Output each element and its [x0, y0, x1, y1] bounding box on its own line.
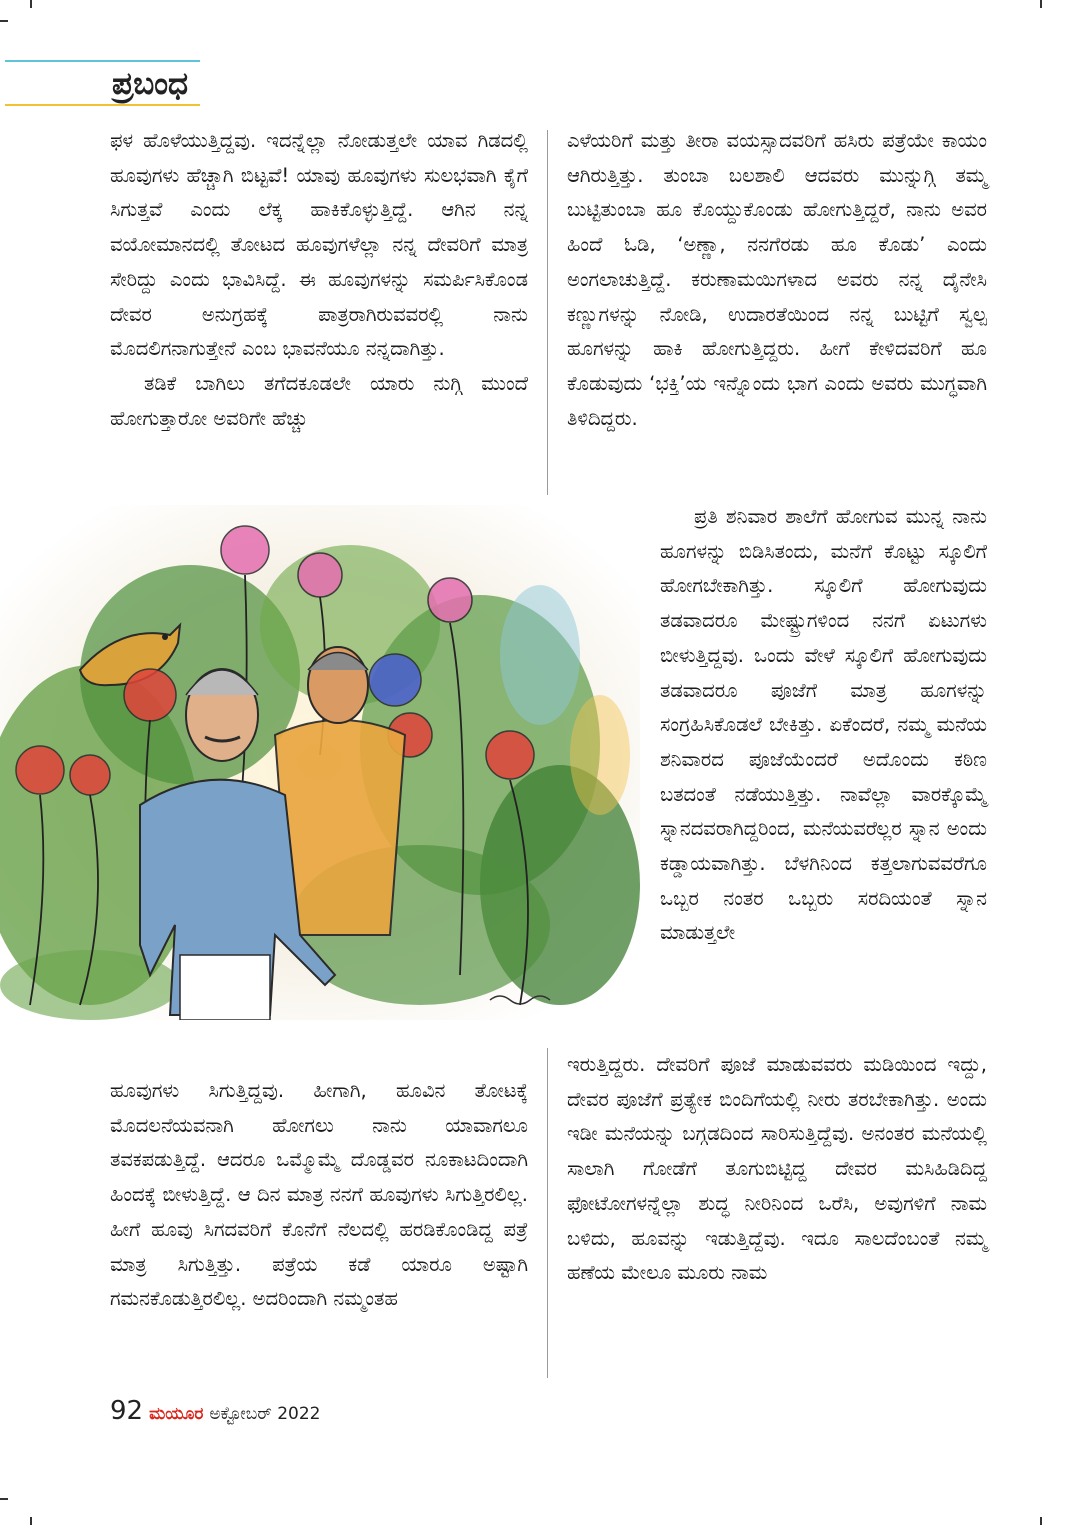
right-column-middle: [660, 500, 987, 951]
right-column-bottom: [567, 1048, 987, 1291]
column-divider: [547, 1048, 548, 1378]
crop-mark: [30, 1517, 32, 1525]
crop-mark: [1040, 1517, 1042, 1525]
left-column-top: [110, 124, 528, 436]
paragraph: ಎಳೆಯರಿಗೆ ಮತ್ತು ತೀರಾ ವಯಸ್ಸಾದವರಿಗೆ ಹಸಿರು ಪತ್ರೆಯೇ ಕಾಯಂ ಆಗಿರುತ್ತಿತ್ತು. ತುಂಬಾ ಬಲಶಾಲಿ ಆದವರು ಮುನ್ನುಗ್ಗಿ ತಮ್ಮ ಬುಟ್ಟಿತುಂಬಾ ಹೂ ಕೊಯ್ದುಕೊಂಡು ಹೋಗುತ್ತಿದ್ದರೆ, ನಾನು ಅವರ ಹಿಂದೆ ಓಡಿ, ‘ಅಣ್ಣಾ, ನನಗೆರಡು ಹೂ ಕೊಡು’ ಎಂದು ಅಂಗಲಾಚುತ್ತಿದ್ದೆ. ಕರುಣಾಮಯಿಗಳಾದ ಅವರು ನನ್ನ ದೈನೇಸಿ ಕಣ್ಣುಗಳನ್ನು ನೋಡಿ, ಉದಾರತೆಯಿಂದ ನನ್ನ ಬುಟ್ಟಿಗೆ ಸ್ವಲ್ಪ ಹೂಗಳನ್ನು ಹಾಕಿ ಹೋಗುತ್ತಿದ್ದರು. ಹೀಗೆ ಕೇಳಿದವರಿಗೆ ಹೂ ಕೊಡುವುದು ‘ಭಕ್ತಿ’ಯ ಇನ್ನೊಂದು ಭಾಗ ಎಂದು ಅವರು ಮುಗ್ಧವಾಗಿ ತಿಳಿದಿದ್ದರು.: [567, 129, 987, 430]
header-rule-teal: [5, 60, 200, 62]
paragraph: ಪ್ರತಿ ಶನಿವಾರ ಶಾಲೆಗೆ ಹೋಗುವ ಮುನ್ನ ನಾನು ಹೂಗಳನ್ನು ಬಿಡಿಸಿತಂದು, ಮನೆಗೆ ಕೊಟ್ಟು ಸ್ಕೂಲಿಗೆ ಹೋಗಬೇಕಾಗಿತ್ತು. ಸ್ಕೂಲಿಗೆ ಹೋಗುವುದು ತಡವಾದರೂ ಮೇಷ್ಟ್ರುಗಳಿಂದ ನನಗೆ ಏಟುಗಳು ಬೀಳುತ್ತಿದ್ದವು. ಒಂದು ವೇಳೆ ಸ್ಕೂಲಿಗೆ ಹೋಗುವುದು ತಡವಾದರೂ ಪೂಜೆಗೆ ಮಾತ್ರ ಹೂಗಳನ್ನು ಸಂಗ್ರಹಿಸಿಕೊಡಲೆ ಬೇಕಿತ್ತು. ಏಕೆಂದರೆ, ನಮ್ಮ ಮನೆಯ ಶನಿವಾರದ ಪೂಜೆಯೆಂದರೆ ಅದೊಂದು ಕಠಿಣ ಬತದಂತೆ ನಡೆಯುತ್ತಿತ್ತು. ನಾವೆಲ್ಲಾ ವಾರಕ್ಕೊಮ್ಮೆ ಸ್ನಾನದವರಾಗಿದ್ದರಿಂದ, ಮನೆಯವರೆಲ್ಲರ ಸ್ನಾನ ಅಂದು ಕಡ್ಡಾಯವಾಗಿತ್ತು. ಬೆಳಗಿನಿಂದ ಕತ್ತಲಾಗುವವರೆಗೂ ಒಬ್ಬರ ನಂತರ ಒಬ್ಬರು ಸರದಿಯಂತೆ ಸ್ನಾನ ಮಾಡುತ್ತಲೇ: [660, 505, 987, 945]
paragraph: ಹೂವುಗಳು ಸಿಗುತ್ತಿದ್ದವು. ಹೀಗಾಗಿ, ಹೂವಿನ ತೋಟಕ್ಕೆ ಮೊದಲನೆಯವನಾಗಿ ಹೋಗಲು ನಾನು ಯಾವಾಗಲೂ ತವಕಪಡುತ್ತಿದ್ದೆ. ಆದರೂ ಒಮ್ಮೊಮ್ಮೆ ದೊಡ್ಡವರ ನೂಕಾಟದಿಂದಾಗಿ ಹಿಂದಕ್ಕೆ ಬೀಳುತ್ತಿದ್ದೆ. ಆ ದಿನ ಮಾತ್ರ ನನಗೆ ಹೂವುಗಳು ಸಿಗುತ್ತಿರಲಿಲ್ಲ. ಹೀಗೆ ಹೂವು ಸಿಗದವರಿಗೆ ಕೊನೆಗೆ ನೆಲದಲ್ಲಿ ಹರಡಿಕೊಂಡಿದ್ದ ಪತ್ರೆ ಮಾತ್ರ ಸಿಗುತ್ತಿತ್ತು. ಪತ್ರೆಯ ಕಡೆ ಯಾರೂ ಅಷ್ಟಾಗಿ ಗಮನಕೊಡುತ್ತಿರಲಿಲ್ಲ. ಅದರಿಂದಾಗಿ ನಮ್ಮಂತಹ: [110, 1079, 528, 1311]
paragraph: ತಡಿಕೆ ಬಾಗಿಲು ತಗೆದಕೂಡಲೇ ಯಾರು ನುಗ್ಗಿ ಮುಂದೆ ಹೋಗುತ್ತಾರೋ ಅವರಿಗೇ ಹೆಚ್ಚು: [110, 371, 528, 430]
page-number: 92: [110, 1396, 144, 1426]
garden-illustration: [0, 505, 640, 1020]
section-title: ಪ್ರಬಂಧ: [112, 66, 188, 102]
paragraph: ಫಳ ಹೊಳೆಯುತ್ತಿದ್ದವು. ಇದನ್ನೆಲ್ಲಾ ನೋಡುತ್ತಲೇ ಯಾವ ಗಿಡದಲ್ಲಿ ಹೂವುಗಳು ಹೆಚ್ಚಾಗಿ ಬಿಟ್ಟವೆ! ಯಾವು ಹೂವುಗಳು ಸುಲಭವಾಗಿ ಕೈಗೆ ಸಿಗುತ್ತವೆ ಎಂದು ಲೆಕ್ಕ ಹಾಕಿಕೊಳ್ಳುತ್ತಿದ್ದೆ. ಆಗಿನ ನನ್ನ ವಯೋಮಾನದಲ್ಲಿ ತೋಟದ ಹೂವುಗಳೆಲ್ಲಾ ನನ್ನ ದೇವರಿಗೆ ಮಾತ್ರ ಸೇರಿದ್ದು ಎಂದು ಭಾವಿಸಿದ್ದೆ. ಈ ಹೂವುಗಳನ್ನು ಸಮರ್ಪಿಸಿಕೊಂಡ ದೇವರ ಅನುಗ್ರಹಕ್ಕೆ ಪಾತ್ರರಾಗಿರುವವರಲ್ಲಿ ನಾನು ಮೊದಲಿಗನಾಗುತ್ತೇನೆ ಎಂಬ ಭಾವನೆಯೂ ನನ್ನದಾಗಿತ್ತು.: [110, 129, 528, 361]
paragraph: ಇರುತ್ತಿದ್ದರು. ದೇವರಿಗೆ ಪೂಜೆ ಮಾಡುವವರು ಮಡಿಯಿಂದ ಇದ್ದು, ದೇವರ ಪೂಜೆಗೆ ಪ್ರತ್ಯೇಕ ಬಿಂದಿಗೆಯಲ್ಲಿ ನೀರು ತರಬೇಕಾಗಿತ್ತು. ಅಂದು ಇಡೀ ಮನೆಯನ್ನು ಬಗ್ಗಡದಿಂದ ಸಾರಿಸುತ್ತಿದ್ದೆವು. ಅನಂತರ ಮನೆಯಲ್ಲಿ ಸಾಲಾಗಿ ಗೋಡೆಗೆ ತೂಗುಬಿಟ್ಟಿದ್ದ ದೇವರ ಮಸಿಹಿಡಿದಿದ್ದ ಫೋಟೋಗಳನ್ನೆಲ್ಲಾ ಶುದ್ಧ ನೀರಿನಿಂದ ಒರೆಸಿ, ಅವುಗಳಿಗೆ ನಾಮ ಬಳಿದು, ಹೂವನ್ನು ಇಡುತ್ತಿದ್ದೆವು. ಇದೂ ಸಾಲದೆಂಬಂತೆ ನಮ್ಮ ಹಣೆಯ ಮೇಲೂ ಮೂರು ನಾಮ: [567, 1053, 987, 1285]
column-divider: [547, 130, 548, 495]
crop-mark: [30, 0, 32, 8]
left-column-bottom: [110, 1074, 528, 1317]
right-column-top: [567, 124, 987, 436]
header-rule-yellow: [5, 104, 200, 106]
page-footer: [110, 1396, 321, 1429]
crop-mark: [0, 20, 8, 22]
magazine-logo: ಮಯೂರ: [149, 1404, 204, 1424]
crop-mark: [1040, 0, 1042, 8]
crop-mark: [0, 1498, 8, 1500]
issue-date: ಅಕ್ಟೋಬರ್ 2022: [209, 1404, 321, 1424]
